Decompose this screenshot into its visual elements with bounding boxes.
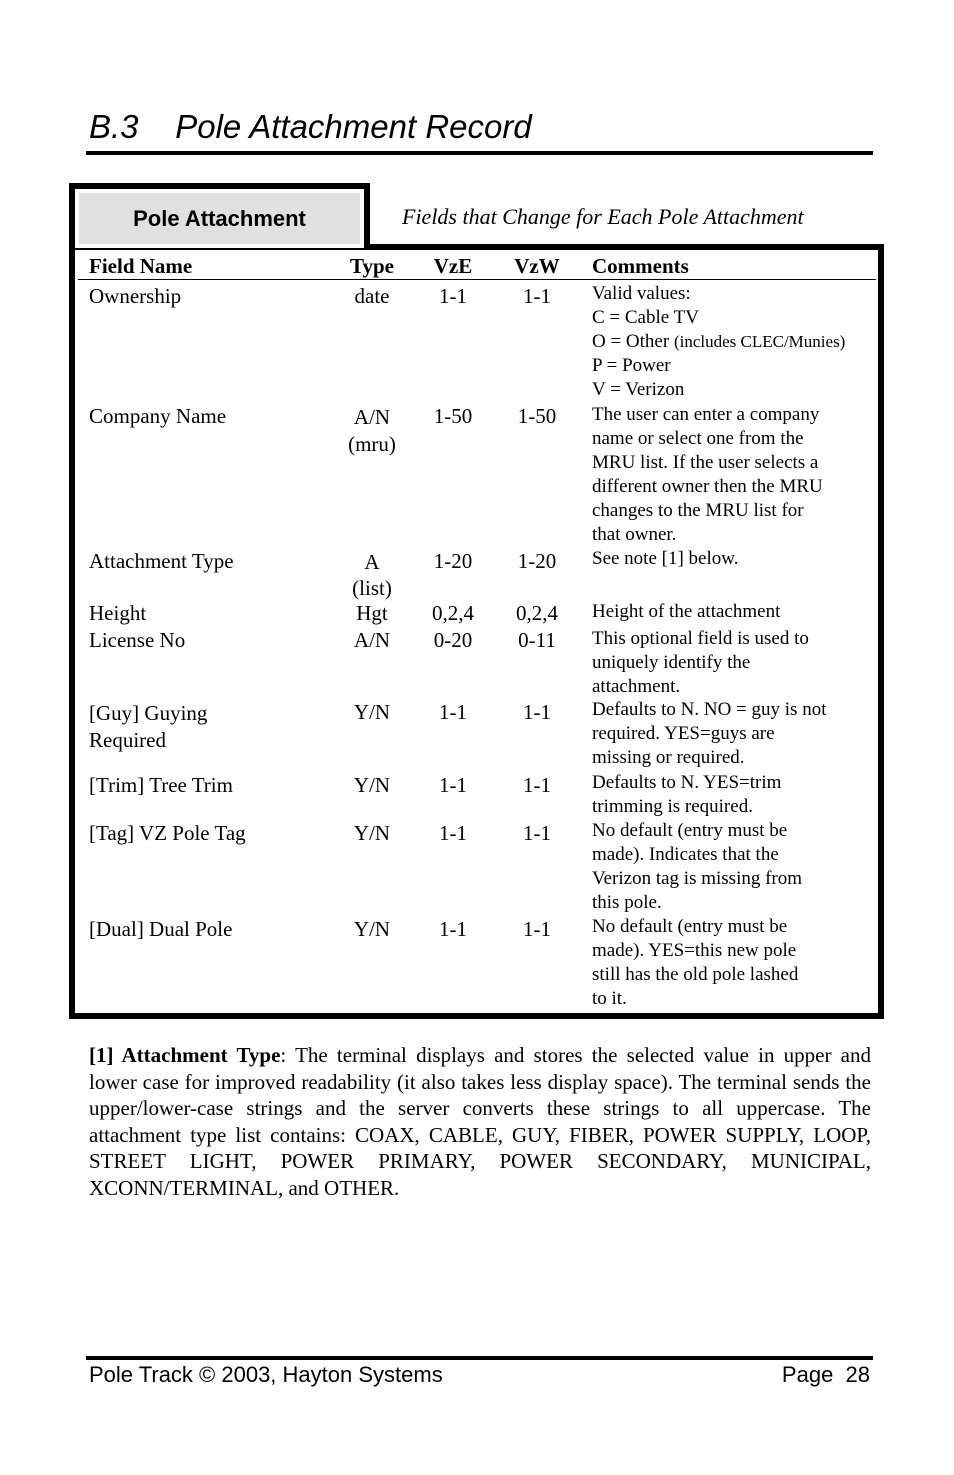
comment-text: O = Other xyxy=(592,331,674,352)
footer-page-number: Page 28 xyxy=(781,1362,870,1387)
row-height-comment: Height of the attachment xyxy=(592,601,781,622)
section-title xyxy=(89,108,532,146)
note-label: [1] Attachment Type xyxy=(89,1043,281,1067)
name-line: Required xyxy=(89,728,166,752)
footer-rule xyxy=(86,1356,873,1360)
table-tab xyxy=(69,183,370,248)
row-ownership-name: Ownership xyxy=(89,284,182,308)
comment-line: uniquely identify the xyxy=(592,652,751,673)
row-guy-type: Y/N xyxy=(353,700,391,724)
comment-line xyxy=(592,330,845,354)
row-attach-type-type xyxy=(336,549,408,601)
comment-line: The user can enter a company xyxy=(592,404,820,425)
header-type: Type xyxy=(350,254,394,278)
comment-line: made). Indicates that the xyxy=(592,844,779,865)
comment-line: V = Verizon xyxy=(592,379,685,400)
comment-line: No default (entry must be xyxy=(592,820,788,841)
comment-line: This optional field is used to xyxy=(592,628,809,649)
row-license-vzw: 0-11 xyxy=(518,628,556,652)
type-line: (mru) xyxy=(348,432,396,456)
comment-note: (includes CLEC/Munies) xyxy=(673,332,846,351)
header-comments: Comments xyxy=(592,254,689,278)
row-ownership-comment xyxy=(592,282,845,402)
comment-line: No default (entry must be xyxy=(592,916,788,937)
row-height-vze: 0,2,4 xyxy=(432,601,474,625)
row-company-comment xyxy=(592,403,823,547)
comment-line: C = Cable TV xyxy=(592,307,699,328)
name-line: [Guy] Guying xyxy=(89,701,208,725)
row-trim-name: [Trim] Tree Trim xyxy=(89,773,233,797)
comment-line: that owner. xyxy=(592,524,677,545)
row-dual-vzw: 1-1 xyxy=(523,917,551,941)
comment-line: MRU list. If the user selects a xyxy=(592,452,819,473)
comment-line: changes to the MRU list for xyxy=(592,500,804,521)
row-guy-comment xyxy=(592,698,826,770)
comment-line: different owner then the MRU xyxy=(592,476,823,497)
row-tag-comment xyxy=(592,819,802,915)
comment-line: Verizon tag is missing from xyxy=(592,868,803,889)
comment-line: missing or required. xyxy=(592,747,745,768)
comment-line: trimming is required. xyxy=(592,796,753,817)
row-tag-vze: 1-1 xyxy=(439,821,467,845)
header-rule xyxy=(78,279,876,280)
row-guy-name xyxy=(89,700,207,754)
row-dual-type: Y/N xyxy=(353,917,391,941)
row-company-vzw: 1-50 xyxy=(517,404,557,428)
row-height-type: Hgt xyxy=(356,601,388,625)
row-attach-type-vze: 1-20 xyxy=(433,549,473,573)
row-trim-type: Y/N xyxy=(353,773,391,797)
row-company-type xyxy=(336,404,408,458)
comment-line: Valid values: xyxy=(592,283,691,304)
row-attach-type-vzw: 1-20 xyxy=(517,549,557,573)
section-number: B.3 xyxy=(89,108,139,145)
row-license-type: A/N xyxy=(353,628,391,652)
row-dual-comment xyxy=(592,915,798,1011)
row-trim-comment xyxy=(592,771,781,819)
table-subtitle: Fields that Change for Each Pole Attachment xyxy=(402,204,804,229)
comment-line: still has the old pole lashed xyxy=(592,964,799,985)
row-ownership-vzw: 1-1 xyxy=(523,284,551,308)
type-line: A/N xyxy=(353,405,391,429)
row-license-vze: 0-20 xyxy=(433,628,473,652)
row-dual-name: [Dual] Dual Pole xyxy=(89,917,233,941)
row-dual-vze: 1-1 xyxy=(439,917,467,941)
row-company-vze: 1-50 xyxy=(433,404,473,428)
comment-line: this pole. xyxy=(592,892,662,913)
comment-line: P = Power xyxy=(592,355,671,376)
row-license-comment xyxy=(592,627,809,699)
row-guy-vze: 1-1 xyxy=(439,700,467,724)
row-trim-vzw: 1-1 xyxy=(523,773,551,797)
comment-line: Defaults to N. NO = guy is not xyxy=(592,699,827,720)
row-height-name: Height xyxy=(89,601,147,625)
row-company-name: Company Name xyxy=(89,404,227,428)
row-height-vzw: 0,2,4 xyxy=(516,601,558,625)
type-line: (list) xyxy=(352,576,392,600)
row-trim-vze: 1-1 xyxy=(439,773,467,797)
header-field-name: Field Name xyxy=(89,254,193,278)
comment-line: Defaults to N. YES=trim xyxy=(592,772,782,793)
row-tag-type: Y/N xyxy=(353,821,391,845)
row-ownership-type: date xyxy=(354,284,390,308)
type-line: A xyxy=(364,550,380,574)
comment-line: made). YES=this new pole xyxy=(592,940,797,961)
comment-line: to it. xyxy=(592,988,627,1009)
attachment-type-note xyxy=(89,1042,871,1202)
header-vze: VzE xyxy=(433,254,473,278)
note-text: : The terminal displays and stores the selected value in upper and lower case for improved readability (it also takes less display space). The terminal sends the upper/lower-case strings and the server converts these strings to all uppercase. The attachment type list contains: COAX, CABLE, GUY, FIBER, POWER SUPPLY, LOOP, STREET LIGHT, POWER PRIMARY, POWER SECONDARY, MUNICIPAL, XCONN/TERMINAL, and OTHER. xyxy=(89,1043,871,1200)
section-title-text: Pole Attachment Record xyxy=(175,108,532,145)
title-rule xyxy=(86,151,873,155)
table-tab-label: Pole Attachment xyxy=(79,193,360,244)
row-ownership-vze: 1-1 xyxy=(439,284,467,308)
row-attach-type-name: Attachment Type xyxy=(89,549,234,573)
comment-line: attachment. xyxy=(592,676,681,697)
row-tag-vzw: 1-1 xyxy=(523,821,551,845)
footer-copyright: Pole Track © 2003, Hayton Systems xyxy=(89,1362,443,1387)
row-guy-vzw: 1-1 xyxy=(523,700,551,724)
header-vzw: VzW xyxy=(514,254,560,278)
comment-line: required. YES=guys are xyxy=(592,723,775,744)
row-tag-name: [Tag] VZ Pole Tag xyxy=(89,821,246,845)
comment-line: name or select one from the xyxy=(592,428,804,449)
row-license-name: License No xyxy=(89,628,186,652)
row-attach-type-comment: See note [1] below. xyxy=(592,548,739,569)
